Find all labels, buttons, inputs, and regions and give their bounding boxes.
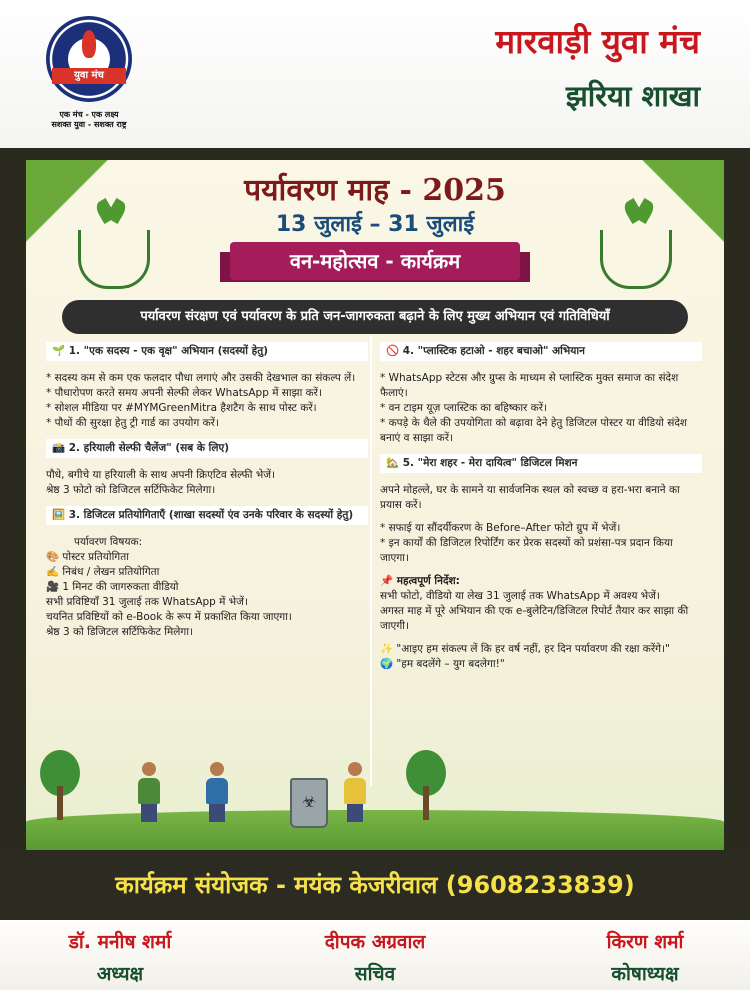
important-note [380,574,702,634]
list-item: पौधे, बगीचे या हरियाली के साथ अपनी क्रिएटिव सेल्फी भेजें। [46,469,275,481]
volunteer-bottle-icon [342,762,368,822]
list-item: 🎥 1 मिनट की जागरुकता वीडियो [46,581,179,593]
section-5-body [380,483,702,513]
illustration-scene [26,730,724,850]
list-item: 🎨 पोस्टर प्रतियोगिता [46,551,129,563]
official-role: सचिव [354,963,396,985]
list-item: * वन टाइम यूज़ प्लास्टिक का बहिष्कार करें। [380,402,548,414]
poster-subtitle: पर्यावरण संरक्षण एवं पर्यावरण के प्रति जन-जागरुकता बढ़ाने के लिए मुख्य अभियान एवं गतिविधियाँ [62,300,688,334]
header [0,0,750,148]
section-2-body [46,468,368,498]
list-item: * पौधारोपण करते समय अपनी सेल्फी लेकर WhatsApp में साझा करें। [46,387,322,399]
org-name: मारवाड़ी युवा मंच [495,22,700,61]
hand-icon [78,230,150,289]
grass-ground [26,810,724,850]
list-item: अगस्त माह में पूरे अभियान की एक e-बुलेटिन/डिजिटल रिपोर्ट तैयार कर साझा की जाएगी। [380,605,689,632]
logo-ribbon: युवा मंच [52,68,126,84]
official-name: किरण शर्मा [606,931,684,953]
poster-dates: 13 जुलाई – 31 जुलाई [275,212,475,237]
list-item: * सदस्य कम से कम एक फलदार पौधा लगाएं और उसकी देखभाल का संकल्प लें। [46,372,356,384]
list-item: * पौधों की सुरक्षा हेतु ट्री गार्ड का उपयोग करें। [46,417,219,429]
event-poster [26,160,724,850]
logo-tagline-1: एक मंच - एक लक्ष्य [59,110,119,119]
program-ribbon: वन-महोत्सव - कार्यक्रम [230,242,520,280]
official-role: अध्यक्ष [96,963,144,985]
section-5-body-b [380,521,702,566]
org-logo [34,16,144,130]
section-1-heading: 🌱 1. "एक सदस्य - एक वृक्ष" अभियान (सदस्यों हेतु) [46,342,368,361]
section-3-topic: पर्यावरण विषयक: [74,536,143,548]
section-4-body [380,371,702,446]
right-column [380,336,702,680]
official-secretary [280,926,470,990]
section-4-heading: 🚫 4. "प्लास्टिक हटाओ - शहर बचाओ" अभियान [380,342,702,361]
list-item: श्रेष्ठ 3 को डिजिटल सर्टिफिकेट मिलेगा। [46,626,194,638]
list-item: * WhatsApp स्टेटस और ग्रुप्स के माध्यम से प्लास्टिक मुक्त समाज का संदेश फैलाएं। [380,372,679,399]
official-treasurer [560,926,730,990]
list-item: सभी प्रविष्टियाँ 31 जुलाई तक WhatsApp में भेजें। [46,596,248,608]
program-coordinator: कार्यक्रम संयोजक - मयंक केजरीवाल (9608233839) [115,871,635,899]
tree-icon [406,750,446,820]
list-item: चयनित प्रविष्टियों को e-Book के रूप में प्रकाशित किया जाएगा। [46,611,292,623]
logo-tagline-2: सशक्त युवा - सशक्त राष्ट्र [51,120,127,129]
section-2-heading: 📸 2. हरियाली सेल्फी चैलेंज" (सब के लिए) [46,439,368,458]
branch-name: झरिया शाखा [565,79,700,113]
list-item: श्रेष्ठ 3 फोटो को डिजिटल सर्टिफिकेट मिलेगा। [46,484,216,496]
torch-icon [82,30,96,58]
official-name: डॉ. मनीष शर्मा [68,931,172,953]
list-item: * कपड़े के थैले की उपयोगिता को बढ़ावा देने हेतु डिजिटल पोस्टर या वीडियो संदेश बनाएं व साझा करें। [380,417,688,444]
officials-bar [0,920,750,990]
column-divider [370,336,372,786]
official-role: कोषाध्यक्ष [611,963,679,985]
list-item: सभी फोटो, वीडियो या लेख 31 जुलाई तक WhatsApp में अवश्य भेजें। [380,590,660,602]
recycle-bin-icon: ☣ [290,778,328,828]
section-3-heading: 🖼️ 3. डिजिटल प्रतियोगिताएँ (शाखा सदस्यों एंव उनके परिवार के सदस्यों हेतु) [46,506,368,525]
slogan-text: 🌍 "हम बदलेंगे – युग बदलेगा!" [380,658,505,670]
official-president [30,926,210,990]
tree-icon [40,750,80,820]
section-1-body [46,371,368,431]
hand-icon [600,230,672,289]
list-item: ✍️ निबंध / लेखन प्रतियोगिता [46,566,160,578]
poster-title: पर्यावरण माह - 2025 [244,173,506,208]
volunteer-cleaning-icon [204,762,230,822]
list-item: * सोशल मीडिया पर #MYMGreenMitra हैशटैग के साथ पोस्ट करें। [46,402,317,414]
list-item: * इन कार्यों की डिजिटल रिपोर्टिंग कर प्रेरक सदस्यों को प्रशंसा-पत्र प्रदान किया जाएगा। [380,537,673,564]
section-3-body [46,535,368,640]
list-item: * सफाई या सौंदर्यीकरण के Before–After फोटो ग्रुप में भेजें। [380,522,621,534]
pledge-text: ✨ "आइए हम संकल्प लें कि हर वर्ष नहीं, हर दिन पर्यावरण की रक्षा करेंगे।" [380,643,670,655]
logo-emblem-icon [46,16,132,102]
official-name: दीपक अग्रवाल [324,931,426,953]
closing-message [380,642,702,672]
note-heading: 📌 महत्वपूर्ण निर्देश: [380,575,460,587]
section-5-heading: 🏡 5. "मेरा शहर - मेरा दायित्व" डिजिटल मिशन [380,454,702,473]
list-item: अपने मोहल्ले, घर के सामने या सार्वजनिक स्थल को स्वच्छ व हरा-भरा बनाने का प्रयास करें। [380,484,680,511]
left-column [46,336,368,648]
volunteer-planting-icon [136,762,162,822]
